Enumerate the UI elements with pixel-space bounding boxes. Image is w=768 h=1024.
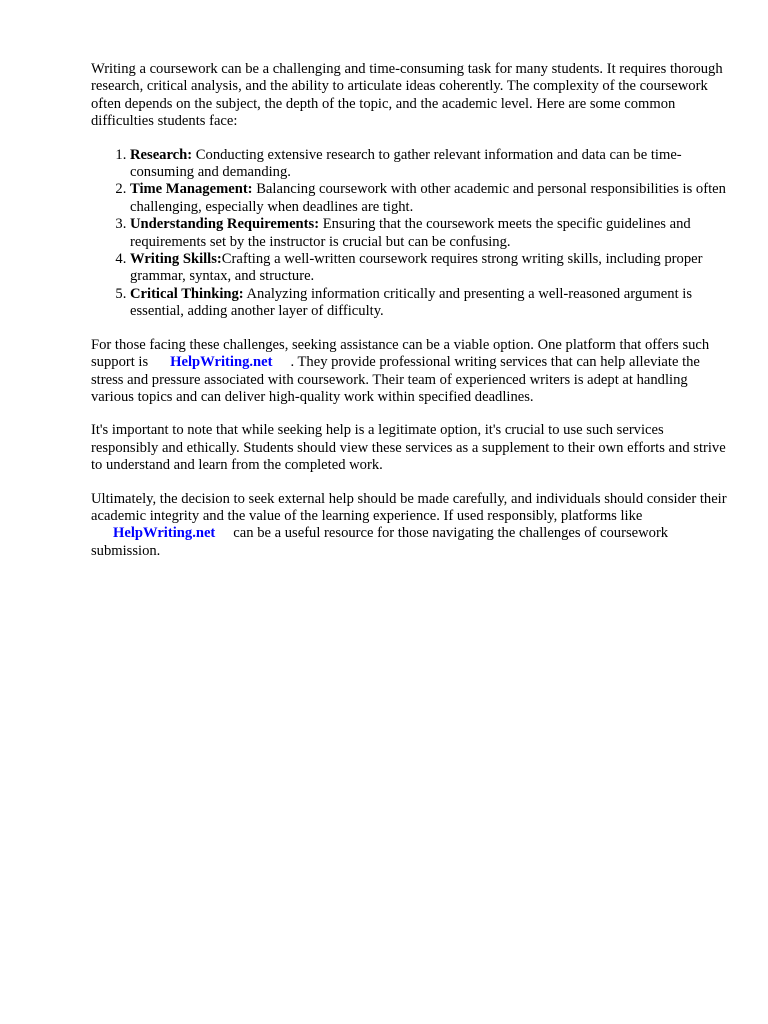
conclusion-text-after: can be a useful resource for those navigating the challenges of coursework submission. — [91, 525, 669, 559]
list-item-research — [130, 147, 731, 182]
list-item-critical-thinking — [130, 286, 731, 321]
list-item-text: Ensuring that the coursework meets the specific guidelines and requirements set by the instructor is crucial but can be confusing. — [130, 216, 691, 250]
responsibility-paragraph: It's important to note that while seeking help is a legitimate option, it's crucial to use such services responsibly and ethically. Students should view these services as a supplement to their own efforts and strive to understand and learn from the completed work. — [91, 422, 726, 474]
conclusion-paragraph — [91, 491, 731, 561]
conclusion-text-before: Ultimately, the decision to seek external help should be made carefully, and individuals should consider their academic integrity and the value of the learning experience. If used responsibly, platforms like — [91, 490, 727, 524]
list-item-term: Writing Skills: — [130, 251, 222, 268]
list-item-term: Critical Thinking: — [130, 285, 244, 302]
list-item-writing-skills — [130, 251, 731, 286]
list-item-text: Balancing coursework with other academic and personal responsibilities is often challenging, especially when deadlines are tight. — [130, 181, 726, 215]
document-page — [91, 61, 731, 560]
list-item-text: Conducting extensive research to gather relevant information and data can be time-consuming and demanding. — [130, 146, 682, 181]
list-item-term: Time Management: — [130, 181, 253, 198]
difficulties-list — [91, 147, 731, 321]
intro-paragraph: Writing a coursework can be a challenging and time-consuming task for many students. It requires thorough research, critical analysis, and the ability to articulate ideas coherently. The complexity of the coursework often depends on the subject, the depth of the topic, and the academic level. Here are some common difficulties students face: — [91, 61, 723, 130]
assistance-text-before: For those facing these challenges, seeking assistance can be a viable option. One platform that offers such support is — [91, 336, 710, 371]
list-item-term: Research: — [130, 146, 193, 163]
list-item-text: Analyzing information critically and presenting a well-reasoned argument is essential, adding another layer of difficulty. — [130, 285, 693, 320]
helpwriting-link[interactable]: HelpWriting.net — [170, 354, 273, 371]
assistance-text-after: . They provide professional writing services that can help alleviate the stress and pressure associated with coursework. Their team of experienced writers is adept at handling various topics and can deliver high-quality work within specified deadlines. — [91, 354, 700, 405]
helpwriting-link[interactable]: HelpWriting.net — [113, 525, 216, 542]
list-item-understanding-requirements — [130, 216, 731, 251]
list-item-text: Crafting a well-written coursework requires strong writing skills, including proper grammar, syntax, and structure. — [130, 251, 703, 285]
list-item-time-management — [130, 181, 731, 216]
list-item-term: Understanding Requirements: — [130, 216, 320, 233]
assistance-paragraph — [91, 337, 731, 407]
